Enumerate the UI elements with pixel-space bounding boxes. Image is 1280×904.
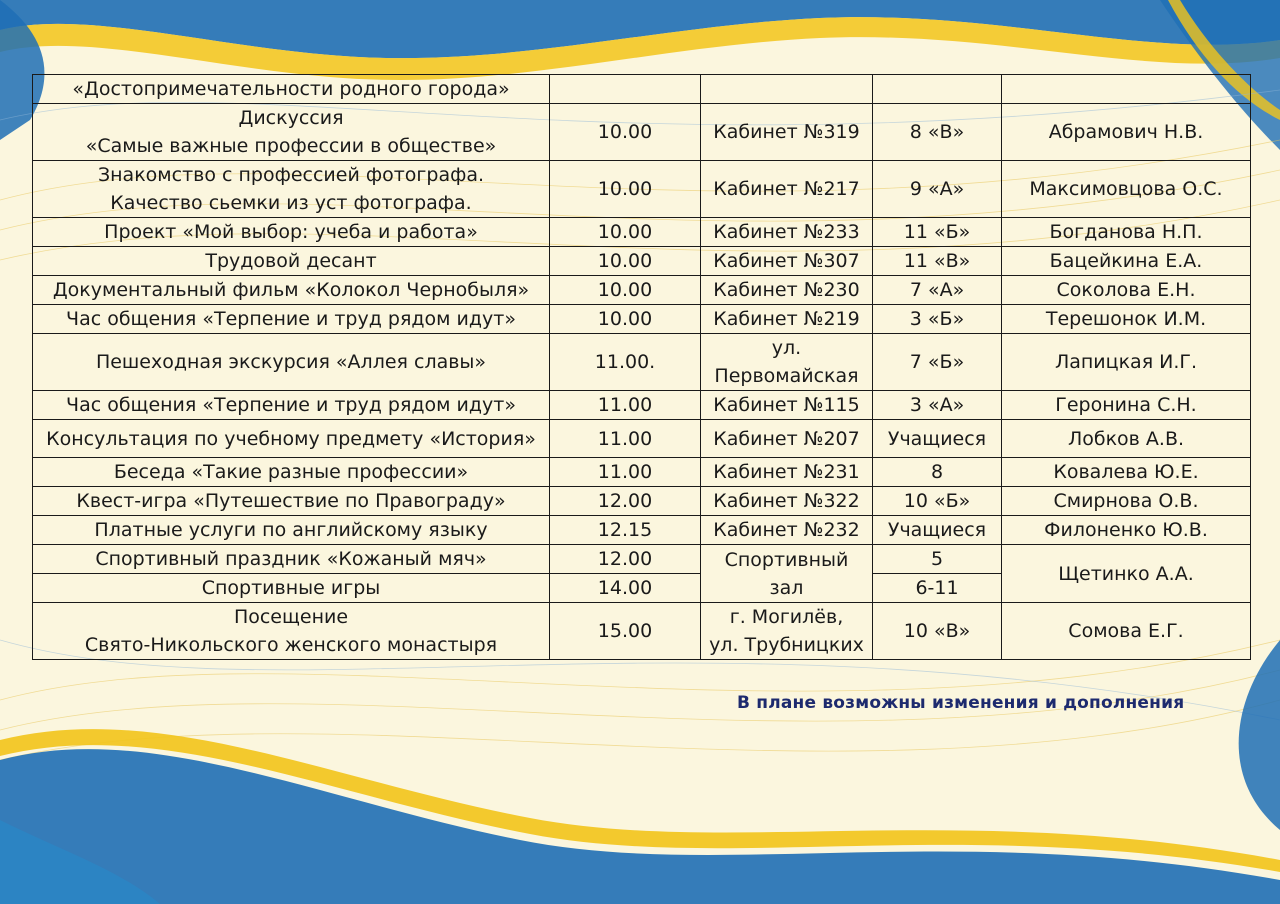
- teacher-cell: Геронина С.Н.: [1002, 391, 1251, 420]
- table-row: [33, 276, 1251, 305]
- teacher-cell: Максимовцова О.С.: [1002, 161, 1251, 218]
- time-cell: 12.00: [550, 545, 701, 574]
- class-cell: 11 «Б»: [873, 218, 1002, 247]
- footer-note: В плане возможны изменения и дополнения: [737, 693, 1185, 713]
- class-cell: 3 «Б»: [873, 305, 1002, 334]
- table-row: [33, 391, 1251, 420]
- table-row: [33, 603, 1251, 660]
- place-cell: Кабинет №230: [701, 276, 873, 305]
- event-cell: Платные услуги по английскому языку: [33, 516, 550, 545]
- teacher-cell: Лобков А.В.: [1002, 420, 1251, 458]
- teacher-cell: Абрамович Н.В.: [1002, 104, 1251, 161]
- time-cell: 10.00: [550, 305, 701, 334]
- class-cell: 9 «А»: [873, 161, 1002, 218]
- table-row: [33, 545, 1251, 574]
- event-cell: Знакомство с профессией фотографа. Качество сьемки из уст фотографа.: [33, 161, 550, 218]
- teacher-cell: [1002, 75, 1251, 104]
- class-cell: 11 «В»: [873, 247, 1002, 276]
- time-cell: 11.00: [550, 391, 701, 420]
- table-row: [33, 458, 1251, 487]
- event-cell: Консультация по учебному предмету «История»: [33, 420, 550, 458]
- teacher-cell: Лапицкая И.Г.: [1002, 334, 1251, 391]
- class-cell: 8 «В»: [873, 104, 1002, 161]
- teacher-cell: Ковалева Ю.Е.: [1002, 458, 1251, 487]
- table-row: [33, 516, 1251, 545]
- time-cell: 12.15: [550, 516, 701, 545]
- event-cell: Квест-игра «Путешествие по Правограду»: [33, 487, 550, 516]
- class-cell: 5: [873, 545, 1002, 574]
- place-cell: г. Могилёв, ул. Трубницких: [701, 603, 873, 660]
- table-row: [33, 305, 1251, 334]
- table-row: [33, 104, 1251, 161]
- time-cell: 10.00: [550, 276, 701, 305]
- teacher-cell: Бацейкина Е.А.: [1002, 247, 1251, 276]
- teacher-cell: Щетинко А.А.: [1002, 545, 1251, 603]
- class-cell: 10 «В»: [873, 603, 1002, 660]
- time-cell: 15.00: [550, 603, 701, 660]
- class-cell: 6-11: [873, 574, 1002, 603]
- teacher-cell: Терешонок И.М.: [1002, 305, 1251, 334]
- time-cell: 11.00: [550, 420, 701, 458]
- place-cell: ул. Первомайская: [701, 334, 873, 391]
- class-cell: 3 «А»: [873, 391, 1002, 420]
- place-cell: Кабинет №319: [701, 104, 873, 161]
- teacher-cell: Смирнова О.В.: [1002, 487, 1251, 516]
- table-row: [33, 487, 1251, 516]
- table-row: [33, 420, 1251, 458]
- teacher-cell: Богданова Н.П.: [1002, 218, 1251, 247]
- event-cell: Спортивные игры: [33, 574, 550, 603]
- event-cell: Спортивный праздник «Кожаный мяч»: [33, 545, 550, 574]
- place-cell: Кабинет №217: [701, 161, 873, 218]
- teacher-cell: Соколова Е.Н.: [1002, 276, 1251, 305]
- place-cell: Кабинет №219: [701, 305, 873, 334]
- event-cell: Трудовой десант: [33, 247, 550, 276]
- event-cell: Дискуссия «Самые важные профессии в обществе»: [33, 104, 550, 161]
- event-cell: Посещение Свято-Никольского женского монастыря: [33, 603, 550, 660]
- time-cell: 10.00: [550, 247, 701, 276]
- event-cell: Час общения «Терпение и труд рядом идут»: [33, 305, 550, 334]
- table-row: [33, 247, 1251, 276]
- events-table: [32, 74, 1251, 660]
- class-cell: [873, 75, 1002, 104]
- time-cell: 11.00: [550, 458, 701, 487]
- place-cell: Кабинет №322: [701, 487, 873, 516]
- place-cell: Кабинет №232: [701, 516, 873, 545]
- place-cell: Кабинет №207: [701, 420, 873, 458]
- event-cell: Беседа «Такие разные профессии»: [33, 458, 550, 487]
- time-cell: 10.00: [550, 218, 701, 247]
- event-cell: Пешеходная экскурсия «Аллея славы»: [33, 334, 550, 391]
- class-cell: 7 «Б»: [873, 334, 1002, 391]
- table-row: [33, 161, 1251, 218]
- teacher-cell: Сомова Е.Г.: [1002, 603, 1251, 660]
- time-cell: 11.00.: [550, 334, 701, 391]
- table-row: [33, 334, 1251, 391]
- class-cell: 10 «Б»: [873, 487, 1002, 516]
- class-cell: 8: [873, 458, 1002, 487]
- event-cell: Час общения «Терпение и труд рядом идут»: [33, 391, 550, 420]
- table-row: [33, 75, 1251, 104]
- place-cell: Кабинет №115: [701, 391, 873, 420]
- event-cell: Документальный фильм «Колокол Чернобыля»: [33, 276, 550, 305]
- place-cell: Кабинет №231: [701, 458, 873, 487]
- place-cell: Кабинет №307: [701, 247, 873, 276]
- place-cell: [701, 75, 873, 104]
- event-cell: «Достопримечательности родного города»: [33, 75, 550, 104]
- event-cell: Проект «Мой выбор: учеба и работа»: [33, 218, 550, 247]
- time-cell: 14.00: [550, 574, 701, 603]
- class-cell: Учащиеся: [873, 516, 1002, 545]
- class-cell: 7 «А»: [873, 276, 1002, 305]
- time-cell: 10.00: [550, 161, 701, 218]
- class-cell: Учащиеся: [873, 420, 1002, 458]
- place-cell: Спортивный зал: [701, 545, 873, 603]
- place-cell: Кабинет №233: [701, 218, 873, 247]
- table-row: [33, 218, 1251, 247]
- time-cell: [550, 75, 701, 104]
- teacher-cell: Филоненко Ю.В.: [1002, 516, 1251, 545]
- time-cell: 12.00: [550, 487, 701, 516]
- time-cell: 10.00: [550, 104, 701, 161]
